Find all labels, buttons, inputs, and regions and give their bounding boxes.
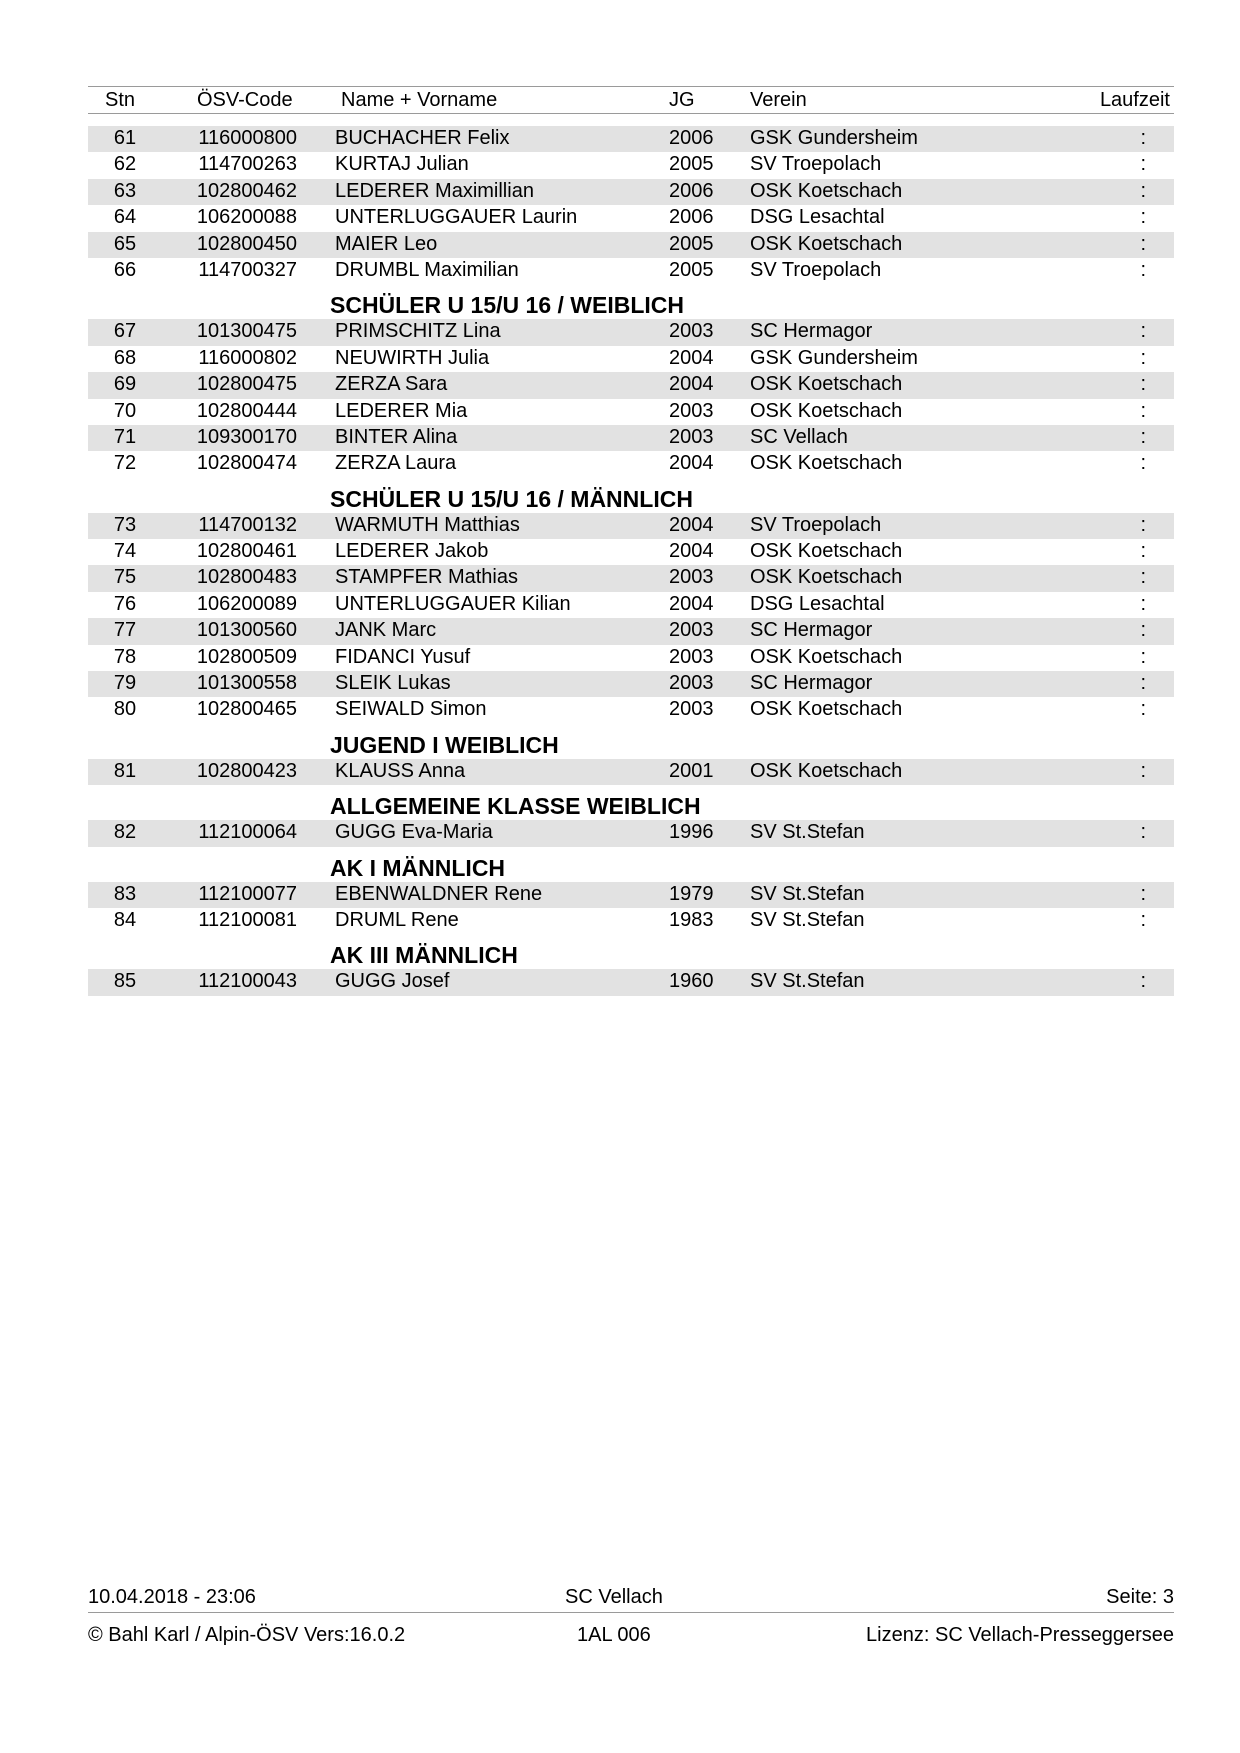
cell-laufzeit: : (1140, 759, 1146, 782)
cell-stn: 81 (113, 759, 137, 782)
cell-laufzeit: : (1140, 153, 1146, 176)
cell-jg: 2003 (669, 645, 714, 668)
cell-stn: 85 (113, 970, 137, 993)
cell-laufzeit: : (1140, 540, 1146, 563)
cell-laufzeit: : (1140, 258, 1146, 281)
cell-name: PRIMSCHITZ Lina (335, 320, 501, 343)
footer-license: Lizenz: SC Vellach-Presseggersee (866, 1624, 1174, 1646)
cell-name: LEDERER Maximillian (335, 179, 534, 202)
cell-jg: 2004 (669, 513, 714, 536)
cell-verein: SC Hermagor (750, 619, 873, 642)
cell-osv-code: 112100043 (198, 970, 297, 993)
cell-verein: SV St.Stefan (750, 970, 865, 993)
cell-stn: 71 (113, 425, 137, 448)
cell-laufzeit: : (1140, 513, 1146, 536)
cell-osv-code: 102800444 (196, 399, 297, 422)
cell-stn: 79 (113, 672, 137, 695)
table-row (88, 346, 1174, 372)
cell-laufzeit: : (1140, 399, 1146, 422)
table-row (88, 451, 1174, 477)
table-row (88, 179, 1174, 205)
cell-laufzeit: : (1140, 592, 1146, 615)
cell-name: NEUWIRTH Julia (335, 346, 490, 369)
cell-laufzeit: : (1140, 698, 1146, 721)
cell-name: LEDERER Jakob (335, 540, 489, 563)
cell-name: EBENWALDNER Rene (335, 882, 543, 905)
cell-name: JANK Marc (335, 619, 437, 642)
cell-jg: 2001 (669, 759, 714, 782)
cell-stn: 77 (113, 619, 137, 642)
cell-stn: 84 (113, 908, 137, 931)
cell-name: BUCHACHER Felix (335, 127, 510, 149)
cell-verein: OSK Koetschach (750, 373, 903, 396)
cell-verein: SC Hermagor (750, 320, 873, 343)
cell-jg: 2003 (669, 619, 714, 642)
cell-jg: 2006 (669, 206, 714, 229)
footer-club: SC Vellach (565, 1586, 663, 1608)
cell-verein: SV St.Stefan (750, 821, 865, 844)
cell-verein: SV St.Stefan (750, 908, 865, 931)
start-list-page (88, 86, 1174, 996)
footer-page-number: Seite: 3 (1106, 1586, 1174, 1608)
header-verein: Verein (750, 89, 807, 111)
cell-laufzeit: : (1140, 452, 1146, 475)
cell-jg: 1979 (669, 882, 714, 905)
column-header-row (88, 86, 1174, 114)
cell-verein: OSK Koetschach (750, 179, 903, 202)
table-row (88, 592, 1174, 618)
cell-name: MAIER Leo (335, 232, 438, 255)
table-row (88, 425, 1174, 451)
cell-laufzeit: : (1140, 908, 1146, 931)
cell-stn: 76 (113, 592, 137, 615)
cell-laufzeit: : (1140, 821, 1146, 844)
cell-jg: 1996 (669, 821, 714, 844)
table-row (88, 645, 1174, 671)
table-row (88, 372, 1174, 398)
section-title: ALLGEMEINE KLASSE WEIBLICH (330, 793, 701, 820)
cell-osv-code: 102800462 (196, 179, 297, 202)
cell-name: UNTERLUGGAUER Kilian (335, 592, 571, 615)
cell-name: LEDERER Mia (335, 399, 468, 422)
table-row (88, 618, 1174, 644)
cell-jg: 2006 (669, 127, 714, 149)
cell-stn: 61 (113, 127, 137, 149)
cell-name: FIDANCI Yusuf (335, 645, 471, 668)
footer-line-1 (88, 1582, 1174, 1613)
cell-laufzeit: : (1140, 672, 1146, 695)
table-row (88, 152, 1174, 178)
cell-stn: 63 (113, 179, 137, 202)
header-jg: JG (669, 89, 695, 111)
cell-laufzeit: : (1140, 346, 1146, 369)
footer-copyright: © Bahl Karl / Alpin-ÖSV Vers:16.0.2 (88, 1624, 406, 1646)
cell-stn: 64 (113, 206, 137, 229)
cell-stn: 80 (113, 698, 137, 721)
cell-verein: OSK Koetschach (750, 399, 903, 422)
cell-verein: SV Troepolach (750, 258, 882, 281)
cell-verein: OSK Koetschach (750, 452, 903, 475)
cell-stn: 67 (113, 320, 137, 343)
cell-jg: 2004 (669, 373, 714, 396)
cell-name: ZERZA Sara (335, 373, 448, 396)
table-row (88, 882, 1174, 908)
cell-stn: 66 (113, 258, 137, 281)
cell-stn: 69 (113, 373, 137, 396)
cell-name: WARMUTH Matthias (335, 513, 520, 536)
cell-verein: OSK Koetschach (750, 232, 903, 255)
header-laufzeit: Laufzeit (1099, 89, 1170, 111)
section-title: SCHÜLER U 15/U 16 / MÄNNLICH (330, 485, 693, 512)
table-row (88, 513, 1174, 539)
table-row (88, 319, 1174, 345)
footer-line-2 (88, 1620, 1174, 1650)
cell-jg: 2003 (669, 320, 714, 343)
cell-stn: 75 (113, 566, 137, 589)
table-row (88, 205, 1174, 231)
table-row (88, 565, 1174, 591)
cell-osv-code: 114700132 (198, 513, 297, 536)
cell-stn: 73 (113, 513, 137, 536)
cell-osv-code: 101300560 (196, 619, 297, 642)
table-row (88, 759, 1174, 785)
cell-verein: SC Vellach (750, 425, 848, 448)
cell-osv-code: 102800465 (196, 698, 297, 721)
cell-name: DRUMBL Maximilian (335, 258, 519, 281)
section-title: AK III MÄNNLICH (330, 942, 518, 969)
cell-stn: 65 (113, 232, 137, 255)
cell-stn: 74 (113, 540, 137, 563)
cell-verein: DSG Lesachtal (750, 206, 885, 229)
cell-name: UNTERLUGGAUER Laurin (335, 206, 578, 229)
cell-name: GUGG Eva-Maria (335, 821, 493, 844)
header-name: Name + Vorname (341, 89, 498, 111)
cell-laufzeit: : (1140, 232, 1146, 255)
cell-jg: 2003 (669, 672, 714, 695)
cell-verein: OSK Koetschach (750, 540, 903, 563)
cell-jg: 2004 (669, 346, 714, 369)
cell-name: KLAUSS Anna (335, 759, 466, 782)
cell-osv-code: 102800474 (196, 452, 297, 475)
table-row (88, 258, 1174, 284)
cell-name: STAMPFER Mathias (335, 566, 518, 589)
cell-osv-code: 101300558 (196, 672, 297, 695)
cell-laufzeit: : (1140, 882, 1146, 905)
cell-jg: 2005 (669, 258, 714, 281)
cell-laufzeit: : (1140, 645, 1146, 668)
cell-verein: DSG Lesachtal (750, 592, 885, 615)
cell-verein: GSK Gundersheim (750, 346, 918, 369)
section-title: SCHÜLER U 15/U 16 / WEIBLICH (330, 292, 684, 319)
header-osv-code: ÖSV-Code (197, 89, 293, 111)
cell-name: GUGG Josef (335, 970, 450, 993)
cell-verein: GSK Gundersheim (750, 127, 918, 149)
table-row (88, 697, 1174, 723)
cell-laufzeit: : (1140, 970, 1146, 993)
cell-stn: 68 (113, 346, 137, 369)
cell-jg: 2003 (669, 566, 714, 589)
cell-verein: SV Troepolach (750, 153, 882, 176)
table-row (88, 232, 1174, 258)
cell-jg: 2004 (669, 592, 714, 615)
cell-osv-code: 114700327 (198, 258, 297, 281)
cell-osv-code: 102800461 (196, 540, 297, 563)
cell-name: KURTAJ Julian (335, 153, 469, 176)
cell-verein: OSK Koetschach (750, 759, 903, 782)
cell-osv-code: 112100064 (198, 821, 297, 844)
cell-name: SLEIK Lukas (335, 672, 451, 695)
table-row (88, 126, 1174, 152)
cell-jg: 2005 (669, 232, 714, 255)
section-title: AK I MÄNNLICH (330, 854, 506, 881)
cell-jg: 2003 (669, 698, 714, 721)
cell-jg: 1983 (669, 908, 714, 931)
table-row (88, 671, 1174, 697)
table-row (88, 820, 1174, 846)
footer-datetime: 10.04.2018 - 23:06 (88, 1586, 256, 1608)
table-row (88, 908, 1174, 934)
cell-osv-code: 116000800 (198, 127, 297, 149)
cell-verein: OSK Koetschach (750, 645, 903, 668)
cell-name: DRUML Rene (335, 908, 459, 931)
cell-stn: 72 (113, 452, 137, 475)
cell-laufzeit: : (1140, 425, 1146, 448)
header-stn: Stn (105, 89, 136, 111)
cell-jg: 2003 (669, 425, 714, 448)
cell-osv-code: 116000802 (198, 346, 297, 369)
cell-verein: SV Troepolach (750, 513, 882, 536)
cell-name: ZERZA Laura (335, 452, 457, 475)
cell-stn: 82 (113, 821, 137, 844)
cell-osv-code: 112100081 (198, 908, 297, 931)
cell-stn: 83 (113, 882, 137, 905)
cell-jg: 2005 (669, 153, 714, 176)
cell-laufzeit: : (1140, 179, 1146, 202)
cell-osv-code: 109300170 (196, 425, 297, 448)
cell-jg: 2004 (669, 452, 714, 475)
cell-laufzeit: : (1140, 566, 1146, 589)
cell-laufzeit: : (1140, 619, 1146, 642)
cell-stn: 78 (113, 645, 137, 668)
cell-laufzeit: : (1140, 373, 1146, 396)
cell-name: BINTER Alina (335, 425, 458, 448)
cell-laufzeit: : (1140, 127, 1146, 149)
cell-verein: SC Hermagor (750, 672, 873, 695)
cell-osv-code: 102800483 (196, 566, 297, 589)
cell-verein: SV St.Stefan (750, 882, 865, 905)
cell-osv-code: 106200088 (196, 206, 297, 229)
cell-osv-code: 106200089 (196, 592, 297, 615)
cell-osv-code: 102800509 (196, 645, 297, 668)
cell-osv-code: 102800423 (196, 759, 297, 782)
cell-jg: 1960 (669, 970, 714, 993)
cell-osv-code: 102800450 (196, 232, 297, 255)
start-list-sections (88, 126, 1174, 996)
cell-osv-code: 114700263 (198, 153, 297, 176)
table-row (88, 969, 1174, 995)
cell-laufzeit: : (1140, 206, 1146, 229)
table-row (88, 539, 1174, 565)
section-title: JUGEND I WEIBLICH (330, 731, 559, 758)
cell-stn: 62 (113, 153, 137, 176)
cell-jg: 2003 (669, 399, 714, 422)
cell-verein: OSK Koetschach (750, 566, 903, 589)
cell-osv-code: 112100077 (198, 882, 297, 905)
cell-verein: OSK Koetschach (750, 698, 903, 721)
footer-race-code: 1AL 006 (577, 1624, 651, 1646)
cell-jg: 2004 (669, 540, 714, 563)
cell-stn: 70 (113, 399, 137, 422)
cell-osv-code: 102800475 (196, 373, 297, 396)
cell-osv-code: 101300475 (196, 320, 297, 343)
cell-name: SEIWALD Simon (335, 698, 487, 721)
cell-laufzeit: : (1140, 320, 1146, 343)
table-row (88, 399, 1174, 425)
cell-jg: 2006 (669, 179, 714, 202)
